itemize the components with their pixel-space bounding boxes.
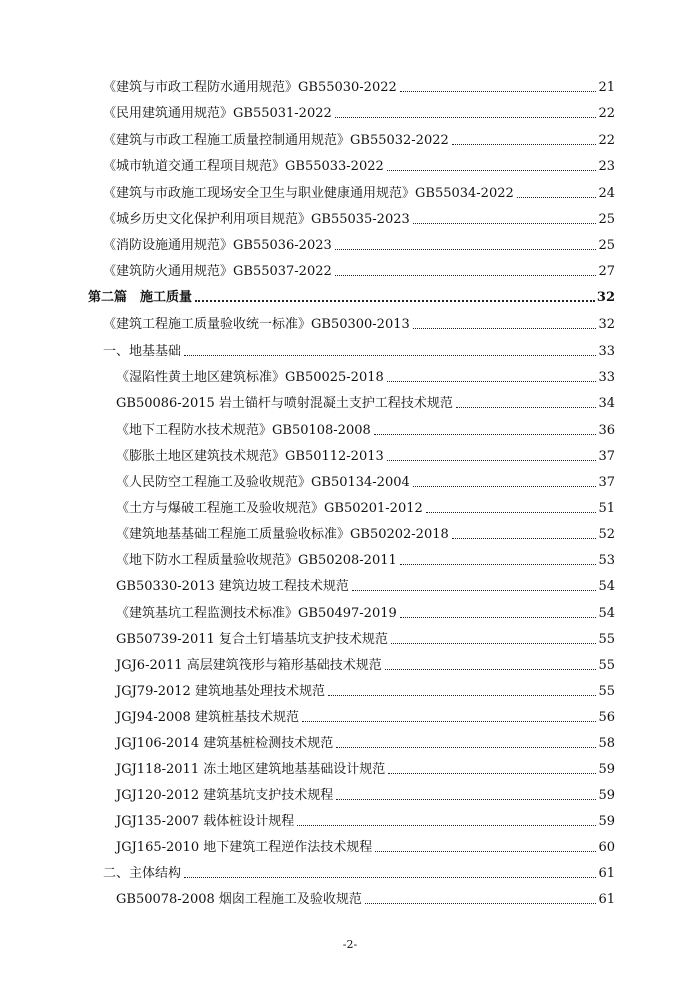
toc-leader-dots — [184, 877, 596, 878]
toc-entry[interactable] — [116, 469, 615, 491]
toc-entry[interactable] — [116, 443, 615, 465]
toc-leader-dots — [413, 486, 597, 487]
toc-entry-page: 32 — [598, 317, 615, 332]
toc-entry-page: 54 — [598, 579, 615, 594]
toc-entry-title: JGJ94-2008 建筑桩基技术规范 — [116, 710, 299, 725]
toc-entry[interactable] — [116, 808, 615, 830]
toc-leader-dots — [365, 903, 597, 904]
toc-entry-page: 59 — [598, 814, 615, 829]
toc-entry-page: 37 — [598, 449, 615, 464]
toc-entry[interactable] — [116, 390, 615, 412]
toc-leader-dots — [352, 590, 597, 591]
toc-entry-page: 24 — [598, 186, 615, 201]
toc-entry-page: 59 — [598, 788, 615, 803]
toc-entry-page: 23 — [598, 159, 615, 174]
toc-entry-title: 二、主体结构 — [103, 866, 182, 881]
toc-entry-title: 《建筑基坑工程监测技术标准》GB50497-2019 — [116, 606, 397, 621]
toc-entry-title: 《地下工程防水技术规范》GB50108-2008 — [116, 423, 371, 438]
toc-entry-page: 51 — [598, 501, 615, 516]
toc-entry[interactable] — [103, 180, 615, 202]
toc-entry-page: 34 — [598, 396, 615, 411]
toc-entry[interactable] — [116, 573, 615, 595]
toc-entry[interactable] — [116, 600, 615, 622]
toc-entry-title: 《建筑与市政工程防水通用规范》GB55030-2022 — [103, 80, 397, 95]
toc-leader-dots — [387, 460, 597, 461]
toc-entry-page: 56 — [598, 710, 615, 725]
toc-entry-title: GB50739-2011 复合土钉墙基坑支护技术规范 — [116, 632, 388, 647]
toc-entry[interactable] — [103, 127, 615, 149]
toc-entry-title: 《消防设施通用规范》GB55036-2023 — [103, 238, 332, 253]
toc-leader-dots — [400, 564, 597, 565]
toc-leader-dots — [385, 669, 597, 670]
toc-entry[interactable] — [116, 495, 615, 517]
toc-entry[interactable] — [116, 704, 615, 726]
toc-entry[interactable] — [116, 886, 615, 908]
toc-leader-dots — [452, 538, 597, 539]
toc-entry-page: 55 — [598, 632, 615, 647]
toc-leader-dots — [184, 355, 596, 356]
toc-leader-dots — [400, 91, 597, 92]
toc-entry-page: 22 — [598, 106, 615, 121]
toc-entry[interactable] — [116, 678, 615, 700]
toc-entry[interactable] — [116, 652, 615, 674]
toc-entry-title: 《城市轨道交通工程项目规范》GB55033-2022 — [103, 159, 384, 174]
toc-entry-title: 《建筑与市政工程施工质量控制通用规范》GB55032-2022 — [103, 133, 449, 148]
toc-leader-dots — [195, 300, 595, 302]
toc-leader-dots — [400, 617, 597, 618]
toc-entry[interactable] — [103, 74, 615, 96]
toc-entry-title: 《建筑与市政施工现场安全卫生与职业健康通用规范》GB55034-2022 — [103, 186, 514, 201]
toc-entry[interactable] — [103, 206, 615, 228]
toc-entry[interactable] — [116, 626, 615, 648]
toc-entry-page: 54 — [598, 606, 615, 621]
toc-leader-dots — [374, 434, 597, 435]
toc-entry[interactable] — [116, 782, 615, 804]
toc-entry-page: 55 — [598, 658, 615, 673]
toc-entry-title: 《民用建筑通用规范》GB55031-2022 — [103, 106, 332, 121]
toc-entry-page: 25 — [598, 238, 615, 253]
toc-entry-title: 《膨胀土地区建筑技术规范》GB50112-2013 — [116, 449, 384, 464]
toc-leader-dots — [387, 381, 597, 382]
toc-entry-title: 第二篇 施工质量 — [88, 290, 193, 305]
toc-leader-dots — [413, 328, 597, 329]
toc-entry-page: 55 — [598, 684, 615, 699]
toc-entry-page: 25 — [598, 212, 615, 227]
toc-entry[interactable] — [116, 364, 615, 386]
toc-entry[interactable] — [116, 730, 615, 752]
toc-entry-title: 《城乡历史文化保护利用项目规范》GB55035-2023 — [103, 212, 410, 227]
toc-entry-title: JGJ6-2011 高层建筑筏形与箱形基础技术规范 — [116, 658, 382, 673]
toc-entry[interactable] — [103, 258, 615, 280]
toc-entry-page: 61 — [598, 892, 615, 907]
toc-entry-title: 《建筑工程施工质量验收统一标准》GB50300-2013 — [103, 317, 410, 332]
toc-entry-page: 22 — [598, 133, 615, 148]
toc-entry-page: 27 — [598, 264, 615, 279]
toc-leader-dots — [452, 144, 597, 145]
toc-entry[interactable] — [116, 834, 615, 856]
toc-leader-dots — [302, 721, 596, 722]
toc-entry-title: 一、地基基础 — [103, 344, 182, 359]
toc-entry-title: JGJ165-2010 地下建筑工程逆作法技术规程 — [116, 840, 373, 855]
toc-entry[interactable] — [116, 521, 615, 543]
toc-entry-title: GB50078-2008 烟囱工程施工及验收规范 — [116, 892, 362, 907]
toc-section-heading[interactable] — [103, 860, 615, 882]
toc-leader-dots — [388, 773, 596, 774]
toc-entry-title: 《湿陷性黄土地区建筑标准》GB50025-2018 — [116, 370, 384, 385]
toc-entry-title: 《建筑防火通用规范》GB55037-2022 — [103, 264, 332, 279]
toc-entry-page: 59 — [598, 762, 615, 777]
toc-leader-dots — [336, 799, 596, 800]
toc-entry-title: GB50086-2015 岩土锚杆与喷射混凝土支护工程技术规范 — [116, 396, 453, 411]
toc-section-heading[interactable] — [103, 338, 615, 360]
toc-leader-dots — [328, 695, 596, 696]
toc-entry-title: 《地下防水工程质量验收规范》GB50208-2011 — [116, 553, 397, 568]
toc-entry-title: JGJ106-2014 建筑基桩检测技术规范 — [116, 736, 334, 751]
toc-leader-dots — [391, 643, 597, 644]
toc-entry-page: 32 — [596, 290, 615, 305]
toc-leader-dots — [336, 747, 596, 748]
toc-entry-page: 60 — [598, 840, 615, 855]
toc-leader-dots — [456, 407, 597, 408]
toc-entry[interactable] — [103, 232, 615, 254]
toc-entry-page: 52 — [598, 527, 615, 542]
toc-entry-title: JGJ79-2012 建筑地基处理技术规范 — [116, 684, 325, 699]
toc-entry-page: 33 — [598, 370, 615, 385]
toc-leader-dots — [335, 249, 597, 250]
toc-entry[interactable] — [116, 417, 615, 439]
toc-entry-page: 37 — [598, 475, 615, 490]
toc-leader-dots — [335, 117, 597, 118]
toc-entry[interactable] — [103, 311, 615, 333]
toc-entry-title: JGJ135-2007 载体桩设计规程 — [116, 814, 295, 829]
toc-leader-dots — [297, 825, 596, 826]
toc-entry-page: 36 — [598, 423, 615, 438]
toc-entry[interactable] — [116, 756, 615, 778]
toc-leader-dots — [426, 512, 597, 513]
toc-entry-title: JGJ118-2011 冻土地区建筑地基基础设计规范 — [116, 762, 386, 777]
toc-leader-dots — [335, 275, 597, 276]
toc-leader-dots — [375, 851, 596, 852]
toc-entry-page: 53 — [598, 553, 615, 568]
toc-entry-page: 21 — [598, 80, 615, 95]
toc-entry-page: 33 — [598, 344, 615, 359]
toc-entry-title: 《建筑地基基础工程施工质量验收标准》GB50202-2018 — [116, 527, 449, 542]
toc-entry[interactable] — [116, 547, 615, 569]
toc-entry-title: JGJ120-2012 建筑基坑支护技术规程 — [116, 788, 334, 803]
toc-entry[interactable] — [103, 100, 615, 122]
toc-leader-dots — [387, 170, 597, 171]
toc-entry[interactable] — [103, 153, 615, 175]
toc-leader-dots — [413, 223, 597, 224]
toc-entry-title: 《土方与爆破工程施工及验收规范》GB50201-2012 — [116, 501, 423, 516]
toc-part-heading[interactable] — [88, 284, 615, 306]
page-number: -2- — [342, 938, 358, 951]
toc-entry-title: GB50330-2013 建筑边坡工程技术规范 — [116, 579, 349, 594]
toc-entry-page: 58 — [598, 736, 615, 751]
toc-leader-dots — [517, 197, 597, 198]
toc-entry-page: 61 — [598, 866, 615, 881]
toc-entry-title: 《人民防空工程施工及验收规范》GB50134-2004 — [116, 475, 410, 490]
